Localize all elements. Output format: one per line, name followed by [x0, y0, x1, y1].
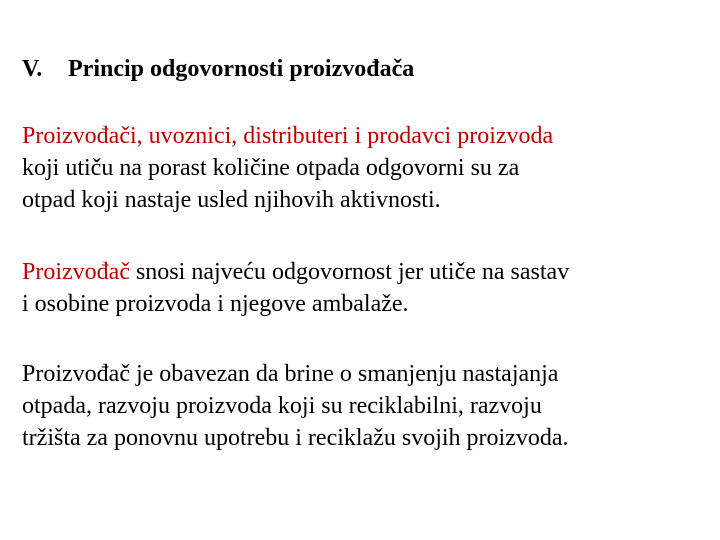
- paragraph1-line1: Proizvođači, uvoznici, distributeri i prodavci proizvoda: [22, 123, 554, 149]
- slide-heading: [22, 54, 414, 84]
- heading-number: V.: [22, 56, 43, 82]
- paragraph3-line3: tržišta za ponovnu upotrebu i reciklažu svojih proizvoda.: [22, 425, 569, 451]
- paragraph1-line3: otpad koji nastaje usled njihovih aktivnosti.: [22, 187, 441, 213]
- paragraph3-line2: otpada, razvoju proizvoda koji su reciklabilni, razvoju: [22, 393, 542, 419]
- paragraph1-line2: koji utiču na porast količine otpada odgovorni su za: [22, 155, 520, 181]
- paragraph2-line1-rest: snosi najveću odgovornost jer utiče na sastav: [129, 259, 570, 285]
- paragraph-main-responsibility: [22, 256, 712, 320]
- paragraph-producers-responsibility: [22, 120, 712, 216]
- paragraph2-line2: i osobine proizvoda i njegove ambalaže.: [22, 291, 409, 317]
- heading-title: Princip odgovornosti proizvođača: [68, 56, 415, 82]
- paragraph2-line1: [22, 256, 712, 288]
- paragraph2-highlight: Proizvođač: [22, 259, 130, 285]
- paragraph3-line1: Proizvođač je obavezan da brine o smanjenju nastajanja: [22, 361, 559, 387]
- paragraph-producer-obligations: [22, 358, 712, 454]
